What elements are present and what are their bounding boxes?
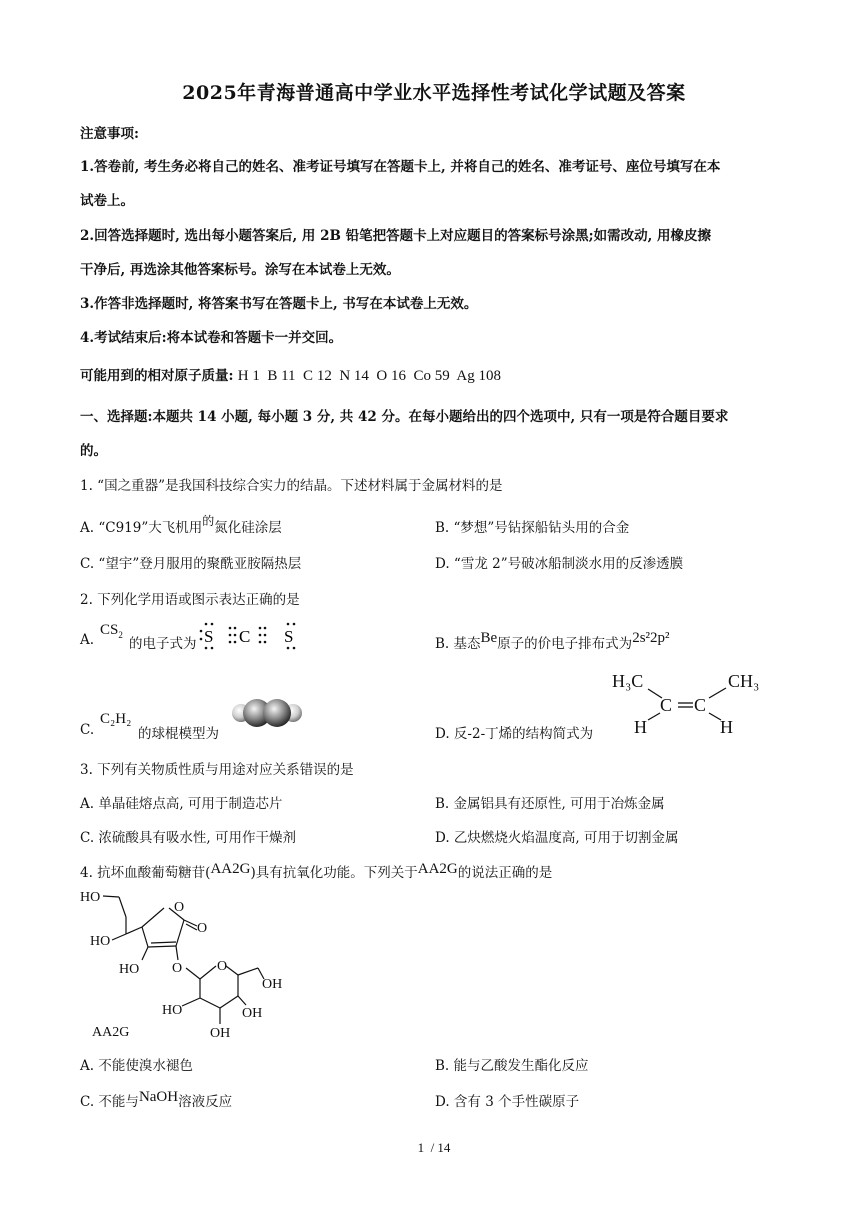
q1-option-a-post: 氮化硅涂层: [214, 520, 282, 536]
q2-stem: 2. 下列化学用语或图示表达正确的是: [80, 592, 300, 608]
aa2g-ring-o: O: [174, 900, 185, 915]
notice-item-2-cont: 干净后, 再选涂其他答案标号。涂写在本试卷上无效。: [80, 262, 400, 278]
aa2g-oh3: OH: [210, 1026, 231, 1041]
butene-c2: C: [694, 695, 707, 715]
q3-option-c: C. 浓硫酸具有吸水性, 可用作干燥剂: [80, 830, 297, 846]
q2-option-c-label: C.: [80, 722, 95, 738]
butene-svg: [610, 665, 770, 743]
ball-stick-svg: [231, 697, 303, 729]
lewis-c: C: [239, 627, 251, 646]
notice-item-3: 3.作答非选择题时, 将答案书写在答题卡上, 书写在本试卷上无效。: [80, 296, 478, 312]
q1-option-a-pre: A. “C919”大飞机用: [80, 520, 203, 536]
atomic-mass-values: H 1 B 11 C 12 N 14 O 16 Co 59 Ag 108: [237, 368, 501, 384]
q2-option-b-text: 原子的价电子排布式为: [497, 636, 633, 652]
lewis-s-right: S: [284, 627, 294, 646]
q4-option-b: B. 能与乙酸发生酯化反应: [435, 1058, 589, 1074]
butene-h1: H: [634, 717, 647, 737]
page-title: 2025年青海普通高中学业水平选择性考试化学试题及答案: [182, 82, 686, 104]
section1-header-cont: 的。: [80, 443, 107, 459]
q1-option-d: D. “雪龙 2”号破冰船制淡水用的反渗透膜: [435, 556, 684, 572]
butene-c1: C: [660, 695, 673, 715]
q1-option-a-sup: 的: [202, 514, 215, 528]
aa2g-glc-o: O: [217, 959, 228, 974]
q4-stem-mid: )具有抗氧化功能。下列关于: [250, 865, 418, 881]
naoh-formula: NaOH: [138, 1089, 179, 1105]
cs2-lewis-structure: [196, 620, 316, 650]
aa2g-name: AA2G: [92, 1025, 130, 1040]
q4-aa2g-1: AA2G: [210, 861, 251, 877]
aa2g-oh1: OH: [262, 977, 283, 992]
notice-item-1-cont: 试卷上。: [80, 193, 134, 209]
q1-stem: 1. “国之重器”是我国科技综合实力的结晶。下述材料属于金属材料的是: [80, 478, 503, 494]
q4-stem: [80, 861, 552, 882]
q2-option-d-text: D. 反-2-丁烯的结构简式为: [435, 726, 594, 742]
q4-option-a: A. 不能使溴水褪色: [80, 1058, 193, 1074]
aa2g-link-o: O: [172, 961, 183, 976]
q4-option-d: D. 含有 3 个手性碳原子: [435, 1094, 580, 1110]
q4-option-c: [80, 1090, 232, 1111]
notice-heading: 注意事项:: [80, 126, 139, 142]
notice-item-4: 4.考试结束后:将本试卷和答题卡一并交回。: [80, 330, 343, 346]
q3-stem: 3. 下列有关物质性质与用途对应关系错误的是: [80, 762, 354, 778]
aa2g-structure: [76, 884, 296, 1044]
aa2g-ho1: HO: [80, 890, 101, 905]
cs2-sub: 2: [118, 630, 123, 640]
aa2g-oh2: OH: [242, 1006, 263, 1021]
trans-2-butene-structure: [610, 665, 770, 743]
lewis-s-left: S: [204, 627, 214, 646]
c2h2-formula: C₂H₂: [100, 711, 132, 727]
be-symbol: Be: [480, 630, 498, 646]
aa2g-svg: [76, 884, 296, 1044]
aa2g-ho2: HO: [90, 934, 111, 949]
q1-option-c: C. “望宇”登月服用的聚酰亚胺隔热层: [80, 556, 302, 572]
q3-option-d: D. 乙炔燃烧火焰温度高, 可用于切割金属: [435, 830, 679, 846]
q3-option-b: B. 金属铝具有还原性, 可用于冶炼金属: [435, 796, 665, 812]
cs2-formula: CS: [100, 622, 119, 638]
q4-stem-post: 的说法正确的是: [457, 865, 553, 881]
aa2g-carbonyl-o: O: [197, 921, 208, 936]
q4-aa2g-2: AA2G: [417, 861, 458, 877]
q1-option-a: [80, 516, 282, 536]
butene-h3c: H₃C: [612, 671, 644, 691]
q2-option-b: [435, 632, 670, 653]
q4-option-c-pre: C. 不能与: [80, 1094, 139, 1110]
butene-h2: H: [720, 717, 733, 737]
q2-option-b-pre: B. 基态: [435, 636, 481, 652]
atomic-mass-row: [80, 364, 501, 385]
aa2g-ho3: HO: [119, 962, 140, 977]
section1-header: 一、选择题:本题共 14 小题, 每小题 3 分, 共 42 分。在每小题给出的四个选项中, 只有一项是符合题目要求: [80, 409, 729, 425]
q3-option-a: A. 单晶硅熔点高, 可用于制造芯片: [80, 796, 283, 812]
q4-stem-pre: 4. 抗坏血酸葡萄糖苷(: [80, 865, 211, 881]
q2-option-a-text: 的电子式为: [129, 636, 197, 652]
cs2-lewis-svg: [196, 620, 316, 650]
butene-ch3: CH₃: [728, 671, 760, 691]
notice-item-1: 1.答卷前, 考生务必将自己的姓名、准考证号填写在答题卡上, 并将自己的姓名、准考证号、座位号填写在本: [80, 159, 721, 175]
page-number: 1 / 14: [417, 1140, 451, 1155]
q2-option-c-text: 的球棍模型为: [138, 726, 219, 742]
aa2g-ho4: HO: [162, 1003, 183, 1018]
be-config: 2s²2p²: [632, 630, 670, 646]
atomic-mass-label: 可能用到的相对原子质量:: [80, 368, 234, 384]
q2-option-a-label: A.: [80, 632, 95, 648]
q4-option-c-post: 溶液反应: [178, 1094, 233, 1110]
q2-option-a-formula: [100, 622, 123, 640]
ball-stick-model-image: [231, 697, 303, 729]
q1-option-b: B. “梦想”号钻探船钻头用的合金: [435, 520, 630, 536]
notice-item-2: 2.回答选择题时, 选出每小题答案后, 用 2B 铅笔把答题卡上对应题目的答案标号涂黑;如需改动, 用橡皮擦: [80, 228, 711, 244]
